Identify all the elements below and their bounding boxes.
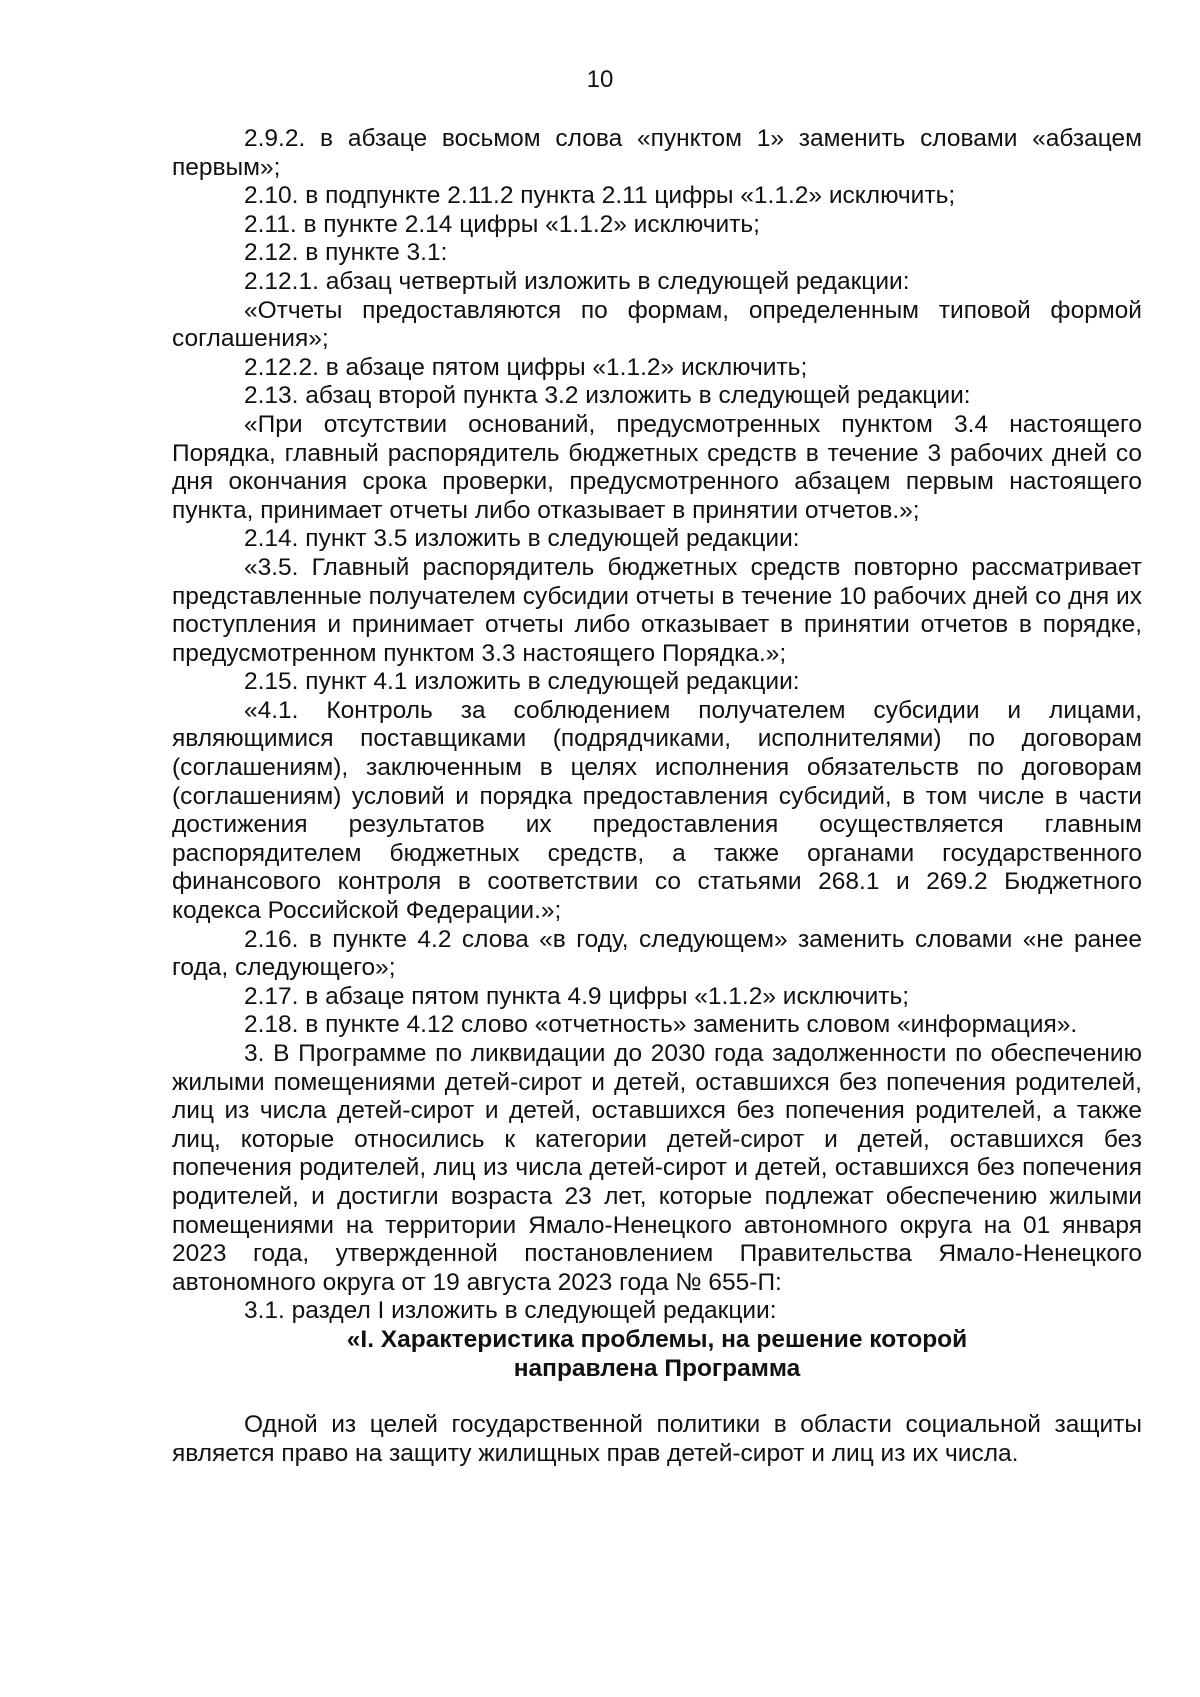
paragraph: 2.17. в абзаце пятом пункта 4.9 цифры «1.1.2» исключить; — [244, 982, 910, 1010]
paragraph: Одной из целей государственной политики в области социальной защиты является право на защиту жилищных прав детей-сирот и лиц из их числа. — [172, 1411, 1142, 1467]
document-body — [172, 125, 1142, 1468]
paragraph: «3.5. Главный распорядитель бюджетных средств повторно рассматривает представленные получателем субсидии отчеты в течение 10 рабочих дней со дня их поступления и принимает отчеты либо отказывает в принятии отчетов в порядке, предусмотренном пунктом 3.3 настоящего Порядка.»; — [172, 553, 1142, 667]
paragraph: 2.10. в подпункте 2.11.2 пункта 2.11 цифры «1.1.2» исключить; — [244, 182, 956, 210]
paragraph: 2.12.2. в абзаце пятом цифры «1.1.2» исключить; — [244, 353, 808, 381]
paragraph: 2.9.2. в абзаце восьмом слова «пунктом 1» заменить словами «абзацем первым»; — [172, 125, 1142, 181]
paragraph: 2.11. в пункте 2.14 цифры «1.1.2» исключить; — [244, 210, 760, 238]
section-heading-line-1: «I. Характеристика проблемы, на решение которой — [346, 1325, 968, 1353]
paragraph: 2.12.1. абзац четвертый изложить в следующей редакции: — [244, 267, 910, 295]
section-heading-line-2: направлена Программа — [513, 1354, 801, 1382]
paragraph: 2.13. абзац второй пункта 3.2 изложить в следующей редакции: — [244, 382, 971, 410]
paragraph: 2.14. пункт 3.5 изложить в следующей редакции: — [244, 525, 800, 553]
paragraph: «4.1. Контроль за соблюдением получателем субсидии и лицами, являющимися поставщиками (подрядчиками, исполнителями) по договорам (соглашениям), заключенным в целях исполнения обязательств по договорам (соглашениям) условий и порядка предоставления субсидий, в том числе в части достижения результатов их предоставления осуществляется главным распорядителем бюджетных средств, а также органами государственного финансового контроля в соответствии со статьями 268.1 и 269.2 Бюджетного кодекса Российской Федерации.»; — [172, 696, 1142, 925]
paragraph: 2.12. в пункте 3.1: — [244, 239, 448, 267]
paragraph: «Отчеты предоставляются по формам, определенным типовой формой соглашения»; — [172, 296, 1142, 353]
paragraph: 3. В Программе по ликвидации до 2030 года задолженности по обеспечению жилыми помещениями детей-сирот и детей, оставшихся без попечения родителей, лиц из числа детей-сирот и детей, оставшихся без попечения родителей, а также лиц, которые относились к категории детей-сирот и детей, оставшихся без попечения родителей, лиц из числа детей-сирот и детей, оставшихся без попечения родителей, и достигли возраста 23 лет, которые подлежат обеспечению жилыми помещениями на территории Ямало-Ненецкого автономного округа на 01 января 2023 года, утвержденной постановлением Правительства Ямало-Ненецкого автономного округа от 19 августа 2023 года № 655-П: — [172, 1040, 1142, 1296]
paragraph: «При отсутствии оснований, предусмотренных пунктом 3.4 настоящего Порядка, главный распорядитель бюджетных средств в течение 3 рабочих дней со дня окончания срока проверки, предусмотренного абзацем первым настоящего пункта, принимает отчеты либо отказывает в принятии отчетов.»; — [172, 410, 1142, 524]
paragraph: 3.1. раздел I изложить в следующей редакции: — [244, 1297, 777, 1325]
paragraph: 2.18. в пункте 4.12 слово «отчетность» заменить словом «информация». — [244, 1011, 1078, 1039]
page-number: 10 — [586, 66, 614, 93]
paragraph: 2.15. пункт 4.1 изложить в следующей редакции: — [244, 668, 800, 696]
paragraph: 2.16. в пункте 4.2 слова «в году, следующем» заменить словами «не ранее года, следующего»; — [172, 925, 1142, 982]
